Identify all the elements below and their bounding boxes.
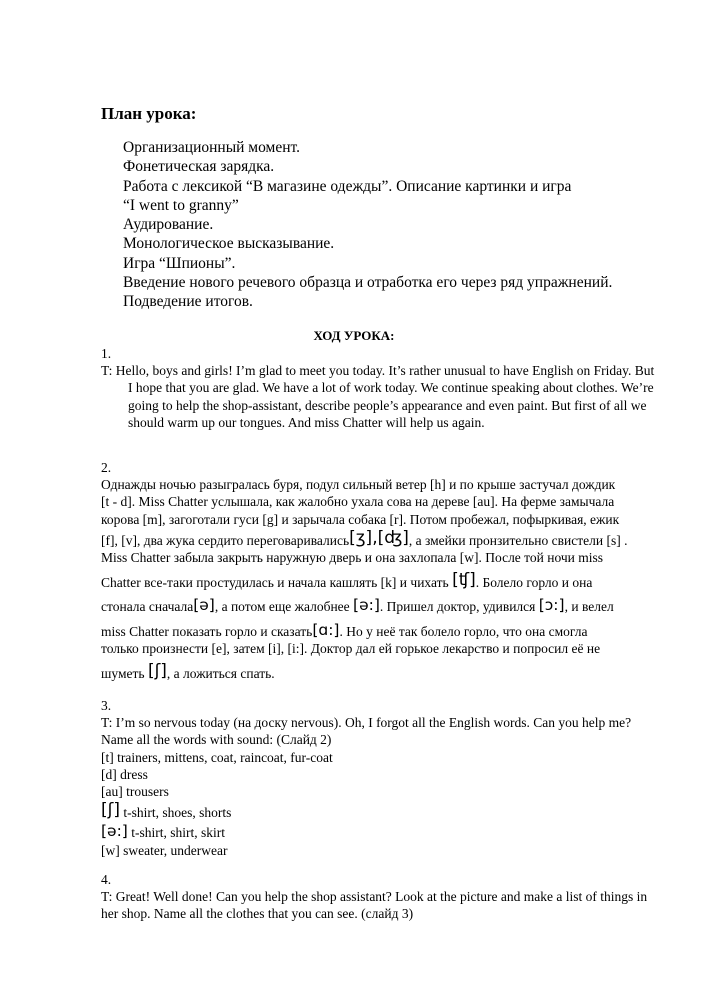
story-text: . Пришел доктор, удивился <box>379 599 539 615</box>
plan-item: Фонетическая зарядка. <box>123 158 275 176</box>
story-line <box>101 597 661 615</box>
section-3 <box>101 697 661 859</box>
plan-item: Монологическое высказывание. <box>123 235 335 253</box>
ipa-symbol: [ə:] <box>101 822 128 841</box>
story-text: Chatter все-таки простудилась и начала кашлять [k] и чихать <box>101 575 453 591</box>
plan-item: Игра “Шпионы”. <box>123 254 236 272</box>
story-text: , и велел <box>564 599 614 615</box>
section-2 <box>101 459 661 682</box>
plan-item: “I went to granny” <box>123 196 239 214</box>
story-line: [t - d]. Miss Chatter услышала, как жалобно ухала сова на дереве [au]. На ферме замычала <box>101 494 615 510</box>
plan-item: Введение нового речевого образца и отработка его через ряд упражнений. <box>123 274 613 292</box>
ipa-symbol: [ə:] <box>353 596 380 615</box>
story-text: . Но у неё так болело горло, что она смогла <box>339 623 588 639</box>
lesson-title: ХОД УРОКА: <box>313 328 395 343</box>
story-line <box>101 572 661 591</box>
word-list-item <box>101 802 661 821</box>
plan-item: Организационный момент. <box>123 139 301 156</box>
story-text: miss Chatter показать горло и сказать <box>101 623 313 639</box>
section-number: 2. <box>101 460 112 475</box>
story-line <box>101 663 661 682</box>
story-text: стонала сначала <box>101 599 194 615</box>
story-line: только произнести [e], затем [i], [i:]. Доктор дал ей горькое лекарство и попросил её не <box>101 640 601 656</box>
teacher-speech: T: Great! Well done! Can you help the shop assistant? Look at the picture and make a list of things in her shop. Name all the clothes that you can see. (слайд 3) <box>101 889 648 922</box>
story-text: , а потом еще жалобнее <box>214 599 354 615</box>
story-text: . Болело горло и она <box>475 575 593 591</box>
story-text: шуметь <box>101 666 148 682</box>
story-text: , а ложиться спать. <box>166 666 275 682</box>
plan-item: Работа с лексикой “В магазине одежды”. Описание картинки и игра <box>123 177 572 195</box>
plan-item: Аудирование. <box>123 216 214 234</box>
plan-item: Подведение итогов. <box>123 293 253 311</box>
ipa-symbol: [ɔ:] <box>538 596 565 615</box>
story-line: Miss Chatter забыла закрыть наружную дверь и она захлопала [w]. После той ночи miss <box>101 550 604 566</box>
ipa-symbol: [ʒ],[ʤ] <box>349 527 409 548</box>
teacher-speech: T: Hello, boys and girls! I’m glad to meet you today. It’s rather unusual to have English on Friday. But I hope that you are glad. We have a lot of work today. We continue speaking about clothes. We’re going to help the shop-assistant, describe people’s appearance and even paint. But first of all we should warm up our tongues. And miss Chatter will help us again. <box>101 363 655 430</box>
word-list-item: [d] dress <box>101 766 148 782</box>
word-list-item <box>101 823 661 841</box>
word-list-item: [w] sweater, underwear <box>101 842 228 858</box>
ipa-symbol: [ɑ:] <box>312 620 340 639</box>
section-number: 4. <box>101 872 112 887</box>
story-line: Однажды ночью разыгралась буря, подул сильный ветер [h] и по крыше застучал дождик <box>101 477 616 493</box>
section-number: 1. <box>101 346 112 361</box>
word-list-text: t-shirt, shoes, shorts <box>119 805 232 821</box>
word-list-item: [au] trousers <box>101 784 169 800</box>
teacher-speech: T: I’m so nervous today (на доску nervous). Oh, I forgot all the English words. Can you help me? Name all the words with sound: (Слайд 2) <box>101 715 632 748</box>
story-line <box>101 622 661 640</box>
ipa-symbol: [ə] <box>193 596 215 615</box>
ipa-symbol: [ʧ] <box>452 570 476 591</box>
word-list-text: t-shirt, shirt, skirt <box>127 825 225 841</box>
plan-title: План урока: <box>101 104 197 123</box>
story-text: , а змейки пронзительно свистели [s] . <box>408 532 628 548</box>
section-1 <box>101 345 661 431</box>
story-line <box>101 527 661 549</box>
plan-list <box>123 138 683 312</box>
section-number: 3. <box>101 698 112 713</box>
story-line: корова [m], загоготали гуси [g] и зарычала собака [r]. Потом пробежал, пофыркивая, ежик <box>101 511 620 527</box>
ipa-symbol: [ʃ] <box>147 661 167 682</box>
section-4 <box>101 871 661 923</box>
word-list-item: [t] trainers, mittens, coat, raincoat, fur-coat <box>101 749 333 765</box>
ipa-symbol: [ʃ] <box>101 800 120 821</box>
story-text: [f], [v], два жука сердито переговаривались <box>101 532 350 548</box>
